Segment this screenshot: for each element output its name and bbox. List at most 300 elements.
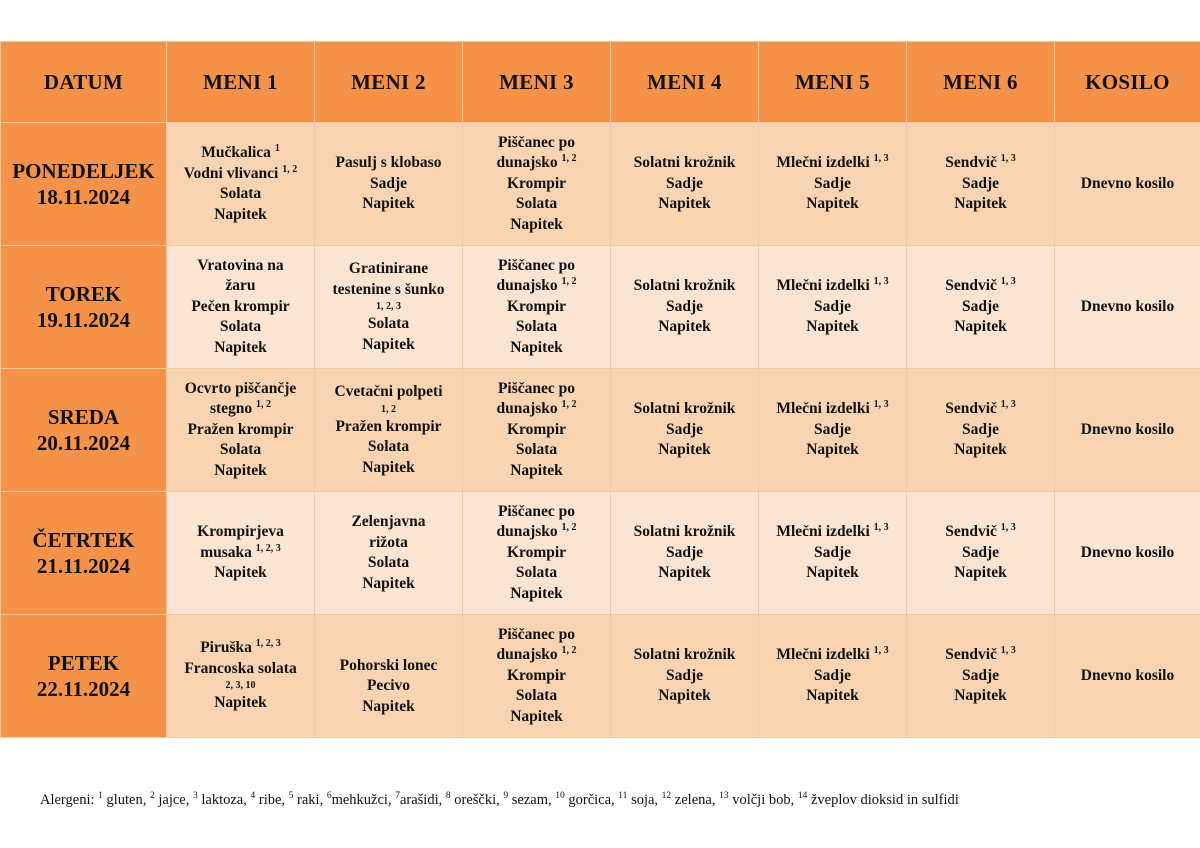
menu-item (907, 522, 1054, 543)
allergen-codes: 1, 2 (561, 399, 577, 411)
menu-5-cell (759, 492, 907, 615)
allergen-name: mehkužci, (331, 792, 392, 808)
menu-item-text: Solata (219, 441, 262, 459)
menu-item (167, 276, 314, 297)
menu-item-text: musaka (200, 543, 252, 561)
kosilo-cell (1055, 246, 1200, 369)
menu-item-text: Vratovina na (197, 256, 284, 274)
table-row (1, 246, 1200, 369)
menu-item (759, 440, 906, 461)
menu-item (1055, 297, 1200, 318)
menu-item-text: stegno (209, 400, 253, 418)
menu-item-text: Solata (515, 195, 558, 213)
menu-item-text: Napitek (510, 215, 563, 233)
menu-item (1055, 543, 1200, 564)
menu-item-text: Mlečni izdelki (776, 523, 870, 541)
allergen-name: laktoza, (201, 792, 247, 808)
menu-item-text: Sadje (665, 666, 704, 684)
kosilo-cell (1055, 123, 1200, 246)
menu-item-text: Sendvič (945, 400, 997, 418)
menu-item (167, 638, 314, 659)
allergen-number: 2 (150, 791, 155, 802)
menu-item-text: Napitek (362, 195, 415, 213)
menu-item (611, 543, 758, 564)
day-name: SREDA (47, 405, 120, 429)
menu-item (463, 625, 610, 646)
header-row (1, 42, 1200, 123)
menu-item (907, 399, 1054, 420)
menu-item (907, 440, 1054, 461)
allergen-label: Alergeni: (40, 792, 95, 808)
menu-item (611, 563, 758, 584)
menu-item (315, 280, 462, 301)
allergen-number: 5 (288, 791, 294, 802)
day-cell (1, 492, 167, 615)
menu-item-text: Pražen krompir (335, 417, 442, 435)
menu-item-text: Sadje (369, 174, 408, 192)
header-meni-2: MENI 2 (315, 42, 463, 123)
menu-item (167, 297, 314, 318)
menu-item (463, 379, 610, 400)
menu-5-cell (759, 369, 907, 492)
menu-item (611, 522, 758, 543)
menu-item-text: Napitek (658, 687, 711, 705)
menu-item (463, 276, 610, 297)
menu-item-text: Napitek (806, 195, 859, 213)
menu-6-cell (907, 492, 1055, 615)
menu-item-text: Napitek (806, 564, 859, 582)
allergen-codes: 1, 2 (256, 399, 272, 411)
menu-item-text: Gratinirane (348, 260, 429, 277)
allergen-codes: 1, 2 (561, 276, 577, 288)
menu-item (463, 215, 610, 236)
menu-item-text: Ocvrto piščančje (184, 379, 297, 397)
menu-item (463, 645, 610, 666)
menu-item-text: dunajsko (496, 277, 558, 295)
menu-item-text: Pecivo (366, 677, 411, 694)
menu-item (611, 399, 758, 420)
menu-item (315, 458, 462, 479)
menu-item (167, 317, 314, 338)
menu-item (463, 502, 610, 523)
menu-item-text: dunajsko (496, 154, 558, 172)
menu-item (1055, 666, 1200, 687)
menu-item (611, 194, 758, 215)
kosilo-cell (1055, 492, 1200, 615)
menu-1-cell (167, 615, 315, 738)
day-cell (1, 615, 167, 738)
allergen-codes: 1, 2 (561, 153, 577, 165)
menu-item-text: Sadje (961, 420, 1000, 438)
day-name: PONEDELJEK (12, 159, 155, 183)
menu-6-cell (907, 369, 1055, 492)
menu-item (463, 256, 610, 277)
menu-item (611, 645, 758, 666)
menu-6-cell (907, 123, 1055, 246)
menu-item-text: Napitek (214, 694, 267, 712)
menu-item-text: Mlečni izdelki (776, 400, 870, 418)
header-datum: DATUM (1, 42, 167, 123)
menu-item (463, 420, 610, 441)
allergen-name: žveplov dioksid in sulfidi (810, 792, 959, 808)
menu-2-cell (315, 615, 463, 738)
allergen-name: sezam, (511, 792, 552, 808)
menu-item-text: Solata (515, 564, 558, 582)
menu-1-cell (167, 492, 315, 615)
menu-item (315, 512, 462, 533)
menu-4-cell (611, 246, 759, 369)
menu-3-cell (463, 246, 611, 369)
menu-item-text: Napitek (214, 205, 267, 223)
menu-1-cell (167, 246, 315, 369)
menu-item (167, 338, 314, 359)
day-date: 18.11.2024 (36, 185, 131, 209)
menu-item (907, 276, 1054, 297)
kosilo-cell (1055, 615, 1200, 738)
menu-item (759, 297, 906, 318)
allergen-codes: 1, 3 (1000, 645, 1016, 657)
allergen-number: 12 (661, 791, 672, 802)
menu-item-text: Napitek (658, 564, 711, 582)
menu-item (907, 666, 1054, 687)
menu-item (907, 297, 1054, 318)
menu-item-text: Piščanec po (497, 502, 576, 520)
allergen-name: gorčica, (568, 792, 615, 808)
menu-item (167, 205, 314, 226)
menu-item-text: Napitek (510, 338, 563, 356)
menu-item (463, 297, 610, 318)
menu-2-cell (315, 123, 463, 246)
day-cell (1, 123, 167, 246)
menu-item (759, 317, 906, 338)
menu-1-cell (167, 123, 315, 246)
header-kosilo: KOSILO (1055, 42, 1200, 123)
menu-item (907, 153, 1054, 174)
menu-item-text: rižota (369, 533, 408, 551)
menu-item (315, 697, 462, 718)
menu-item-text (387, 636, 391, 653)
menu-item (167, 379, 314, 400)
table-row (1, 615, 1200, 738)
menu-2-cell (315, 246, 463, 369)
allergen-codes: 1 (274, 142, 280, 154)
menu-item (315, 417, 462, 438)
menu-item (463, 522, 610, 543)
menu-item-text: Solata (515, 687, 558, 705)
allergen-codes: 1, 3 (873, 276, 889, 288)
menu-item-text: Napitek (954, 441, 1007, 459)
menu-item-text: Zelenjavna (351, 513, 426, 530)
menu-item (167, 563, 314, 584)
menu-item (611, 317, 758, 338)
menu-item-text: Pražen krompir (187, 420, 294, 438)
menu-item-text: Napitek (658, 441, 711, 459)
day-cell (1, 369, 167, 492)
menu-5-cell (759, 246, 907, 369)
menu-item (167, 659, 314, 680)
day-date: 21.11.2024 (36, 554, 131, 578)
allergen-number: 8 (445, 791, 451, 802)
menu-item (463, 317, 610, 338)
menu-item-text: Vodni vlivanci (183, 164, 279, 182)
allergen-codes: 1, 3 (1000, 399, 1016, 411)
menu-item (167, 164, 314, 185)
menu-item-text: Solata (515, 318, 558, 336)
menu-item (759, 194, 906, 215)
menu-item-text: Cvetačni polpeti (334, 383, 443, 400)
menu-item-text: Napitek (954, 318, 1007, 336)
menu-item (1055, 420, 1200, 441)
menu-item-text: Pasulj s klobaso (335, 154, 442, 172)
menu-item (167, 522, 314, 543)
menu-item (611, 686, 758, 707)
menu-4-cell (611, 615, 759, 738)
menu-item-text: Napitek (954, 564, 1007, 582)
menu-item (315, 153, 462, 174)
allergen-legend (40, 792, 959, 809)
menu-item-text: Napitek (510, 584, 563, 602)
menu-item-text: Napitek (954, 195, 1007, 213)
menu-item-text: Dnevno kosilo (1080, 543, 1175, 561)
menu-3-cell (463, 615, 611, 738)
allergen-name: arašidi, (399, 792, 443, 808)
menu-item (315, 635, 462, 656)
menu-item (167, 693, 314, 714)
menu-item (315, 335, 462, 356)
day-date: 19.11.2024 (36, 308, 131, 332)
menu-item-text: Napitek (362, 697, 415, 715)
allergen-codes: 1, 2, 3 (255, 542, 281, 554)
menu-item-text: Napitek (658, 195, 711, 213)
menu-item (463, 440, 610, 461)
menu-item (907, 543, 1054, 564)
menu-item (463, 194, 610, 215)
menu-item (315, 676, 462, 697)
menu-item-text: Sadje (961, 543, 1000, 561)
menu-item-text: Sendvič (945, 523, 997, 541)
menu-item (167, 543, 314, 564)
menu-item (907, 686, 1054, 707)
allergen-name: oreščki, (454, 792, 500, 808)
menu-item (463, 543, 610, 564)
allergen-name: jajce, (158, 792, 190, 808)
menu-item-text: Solatni krožnik (633, 523, 736, 541)
menu-item (907, 420, 1054, 441)
menu-item-text: Dnevno kosilo (1080, 420, 1175, 438)
menu-item-text: Sendvič (945, 277, 997, 295)
menu-item (463, 174, 610, 195)
menu-item (315, 437, 462, 458)
menu-item (463, 707, 610, 728)
weekly-menu-table (0, 41, 1200, 738)
header-meni-4: MENI 4 (611, 42, 759, 123)
menu-item (463, 461, 610, 482)
menu-item-text: Pohorski lonec (339, 656, 438, 674)
menu-item-text: dunajsko (496, 523, 558, 541)
menu-2-cell (315, 492, 463, 615)
menu-item-text: Solata (367, 438, 410, 455)
menu-item-text: dunajsko (496, 400, 558, 418)
menu-4-cell (611, 492, 759, 615)
allergen-name: volčji bob, (732, 792, 795, 808)
menu-item (1055, 174, 1200, 195)
menu-item-text: Krompir (506, 174, 567, 192)
menu-item (759, 666, 906, 687)
menu-4-cell (611, 369, 759, 492)
header-meni-1: MENI 1 (167, 42, 315, 123)
menu-item-text: Napitek (362, 574, 415, 592)
allergen-codes: 1, 2 (282, 163, 298, 175)
menu-item-text: Napitek (510, 461, 563, 479)
menu-item-text: Dnevno kosilo (1080, 174, 1175, 192)
allergen-codes: 1, 2, 3 (376, 301, 401, 312)
table-row (1, 492, 1200, 615)
menu-item (463, 584, 610, 605)
menu-item-text: Dnevno kosilo (1080, 666, 1175, 684)
menu-item-text: žaru (225, 277, 256, 295)
menu-item-text: Solata (367, 315, 410, 332)
menu-item-text: Napitek (954, 687, 1007, 705)
allergen-codes: 1, 2 (561, 645, 577, 657)
menu-item-text: Krompir (506, 666, 567, 684)
menu-item (315, 259, 462, 280)
menu-item-text: Mlečni izdelki (776, 154, 870, 172)
menu-item (611, 666, 758, 687)
kosilo-cell (1055, 369, 1200, 492)
table-row (1, 123, 1200, 246)
day-date: 22.11.2024 (36, 677, 131, 701)
allergen-number: 11 (618, 791, 628, 802)
menu-item-text: Krompir (506, 297, 567, 315)
menu-item-text: Piruška (200, 639, 252, 657)
menu-item-text: Solata (219, 185, 262, 202)
menu-item-text: Sadje (665, 297, 704, 315)
menu-item (907, 645, 1054, 666)
menu-item-text: Sadje (813, 297, 852, 315)
allergen-number: 10 (555, 791, 565, 802)
menu-item (611, 440, 758, 461)
menu-item (463, 686, 610, 707)
menu-item (315, 174, 462, 195)
menu-item-text: Napitek (510, 707, 563, 725)
menu-item-text: Napitek (214, 564, 267, 582)
allergen-codes: 1, 3 (873, 522, 889, 534)
allergen-number: 6 (326, 791, 332, 802)
allergen-name: zelena, (674, 792, 716, 808)
menu-item (759, 563, 906, 584)
menu-item (167, 440, 314, 461)
menu-item (759, 420, 906, 441)
menu-item (167, 461, 314, 482)
menu-item-text: Mlečni izdelki (776, 646, 870, 664)
menu-3-cell (463, 492, 611, 615)
menu-item (759, 686, 906, 707)
menu-item-text: Sadje (665, 420, 704, 438)
menu-item (315, 656, 462, 677)
menu-item-text: Sadje (665, 174, 704, 192)
menu-item (611, 420, 758, 441)
menu-item (611, 174, 758, 195)
allergen-number: 13 (719, 791, 729, 802)
allergen-codes: 1, 3 (873, 399, 889, 411)
allergen-codes: 1, 2 (381, 403, 396, 415)
menu-1-cell (167, 369, 315, 492)
menu-item-text: Napitek (806, 318, 859, 336)
header-meni-5: MENI 5 (759, 42, 907, 123)
menu-item-text: Napitek (362, 335, 415, 353)
header-meni-6: MENI 6 (907, 42, 1055, 123)
table-row (1, 369, 1200, 492)
menu-item-text: testenine s šunko (332, 280, 445, 298)
menu-6-cell (907, 615, 1055, 738)
menu-item (907, 194, 1054, 215)
day-date: 20.11.2024 (36, 431, 131, 455)
menu-item-text: Sadje (961, 174, 1000, 192)
menu-item-text: Dnevno kosilo (1080, 297, 1175, 315)
menu-6-cell (907, 246, 1055, 369)
menu-2-cell (315, 369, 463, 492)
menu-item-text: Sendvič (945, 646, 997, 664)
menu-item-text: Napitek (362, 458, 415, 476)
allergen-name: ribe, (258, 792, 286, 808)
menu-item-text: Krompir (506, 543, 567, 561)
menu-item-text: Napitek (658, 318, 711, 336)
menu-item (759, 543, 906, 564)
menu-item (463, 338, 610, 359)
menu-item-text: Mučkalica (201, 144, 271, 161)
allergen-codes: 1, 3 (1000, 522, 1016, 534)
menu-item (463, 153, 610, 174)
allergen-codes: 1, 2 (561, 522, 577, 534)
menu-item-text: Solata (219, 318, 262, 336)
allergen-codes: 1, 3 (1000, 276, 1016, 288)
menu-item (315, 194, 462, 215)
menu-item-text: Piščanec po (497, 256, 576, 274)
menu-3-cell (463, 369, 611, 492)
menu-item-text: Krompir (506, 420, 567, 438)
menu-item-text: Krompirjeva (197, 523, 284, 541)
menu-4-cell (611, 123, 759, 246)
menu-item (759, 399, 906, 420)
menu-item-text: Sendvič (945, 154, 997, 172)
day-name: ČETRTEK (32, 528, 135, 552)
menu-item (759, 522, 906, 543)
menu-item-text: Sadje (813, 174, 852, 192)
menu-item (759, 174, 906, 195)
menu-item (167, 184, 314, 205)
menu-item (759, 153, 906, 174)
menu-item (463, 133, 610, 154)
menu-item-text: Solatni krožnik (633, 400, 736, 418)
menu-item-text: Solata (515, 441, 558, 459)
menu-3-cell (463, 123, 611, 246)
allergen-codes: 2, 3, 10 (225, 680, 256, 692)
allergen-codes: 1, 3 (873, 153, 889, 165)
menu-item (463, 666, 610, 687)
menu-item-text: Mlečni izdelki (776, 277, 870, 295)
menu-item (167, 420, 314, 441)
menu-5-cell (759, 615, 907, 738)
menu-item (611, 297, 758, 318)
menu-item (315, 553, 462, 574)
menu-item-text: Sadje (813, 420, 852, 438)
allergen-number: 3 (193, 791, 198, 802)
allergen-name: raki, (297, 792, 324, 808)
allergen-codes: 1, 3 (873, 645, 889, 657)
menu-5-cell (759, 123, 907, 246)
menu-item-text: Sadje (813, 543, 852, 561)
menu-item (907, 563, 1054, 584)
